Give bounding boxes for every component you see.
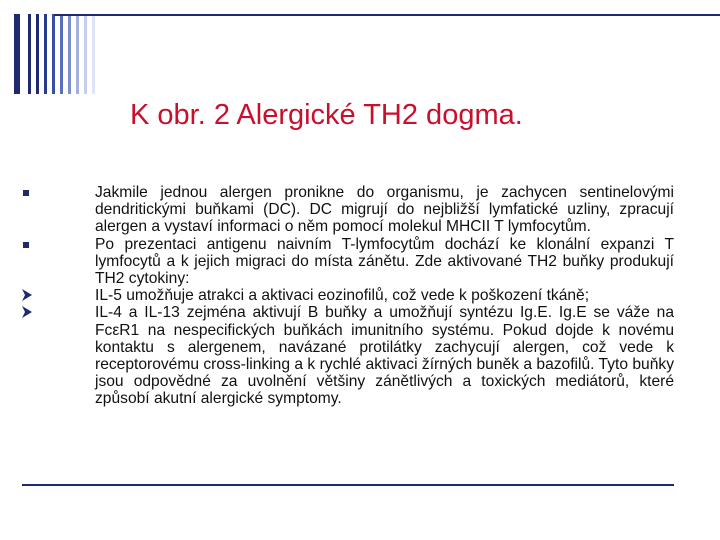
bullet-text: Jakmile jednou alergen pronikne do organismu, je zachycen sentinelovými dendritickými buňkami (DC). DC migrují do nejbližší lymfatické uzliny, zpracují alergen a vystaví informaci o něm pomocí molekul MHCII T lymfocytům. — [95, 184, 674, 236]
bullet-item — [22, 287, 674, 304]
decor-bar — [44, 14, 47, 94]
bullet-item — [22, 304, 674, 407]
bullet-item — [22, 184, 674, 236]
bullet-text: IL-5 umožňuje atrakci a aktivaci eozinofilů, což vede k poškození tkáně; — [95, 287, 590, 305]
bullet-item — [22, 236, 674, 288]
decor-bar — [68, 14, 71, 94]
decor-top-line — [54, 14, 720, 16]
decor-bar — [60, 14, 63, 94]
decor-bar — [76, 14, 79, 94]
bullet-text: IL-4 a IL-13 zejména aktivují B buňky a umožňují syntézu Ig.E. Ig.E se váže na FcεR1 na nespecifických buňkách imunitního systému. Pokud dojde k novému kontaktu s alergenem, navázané protilátky zachycují alergen, což vede k receptorovému cross-linking a k rychlé aktivaci žírných buněk a bazofilů. Tyto buňky jsou odpovědné za uvolnění většiny zánětlivých a toxických mediátorů, které způsobí akutní alergické symptomy. — [95, 304, 674, 408]
decor-bar — [36, 14, 39, 94]
decor-bar — [52, 14, 55, 94]
bullet-text: Po prezentaci antigenu naivním T-lymfocytům dochází ke klonální expanzi T lymfocytů a k jejich migraci do místa zánětu. Zde aktivované TH2 buňky produkují TH2 cytokiny: — [95, 235, 674, 288]
decor-bar — [28, 14, 31, 94]
bullet-list — [22, 184, 674, 408]
decor-bar — [92, 14, 95, 94]
decor-bar — [84, 14, 87, 94]
bottom-rule — [22, 484, 674, 486]
slide-title: K obr. 2 Alergické TH2 dogma. — [130, 99, 523, 131]
slide-decoration — [14, 14, 720, 94]
decor-bar — [14, 14, 20, 94]
